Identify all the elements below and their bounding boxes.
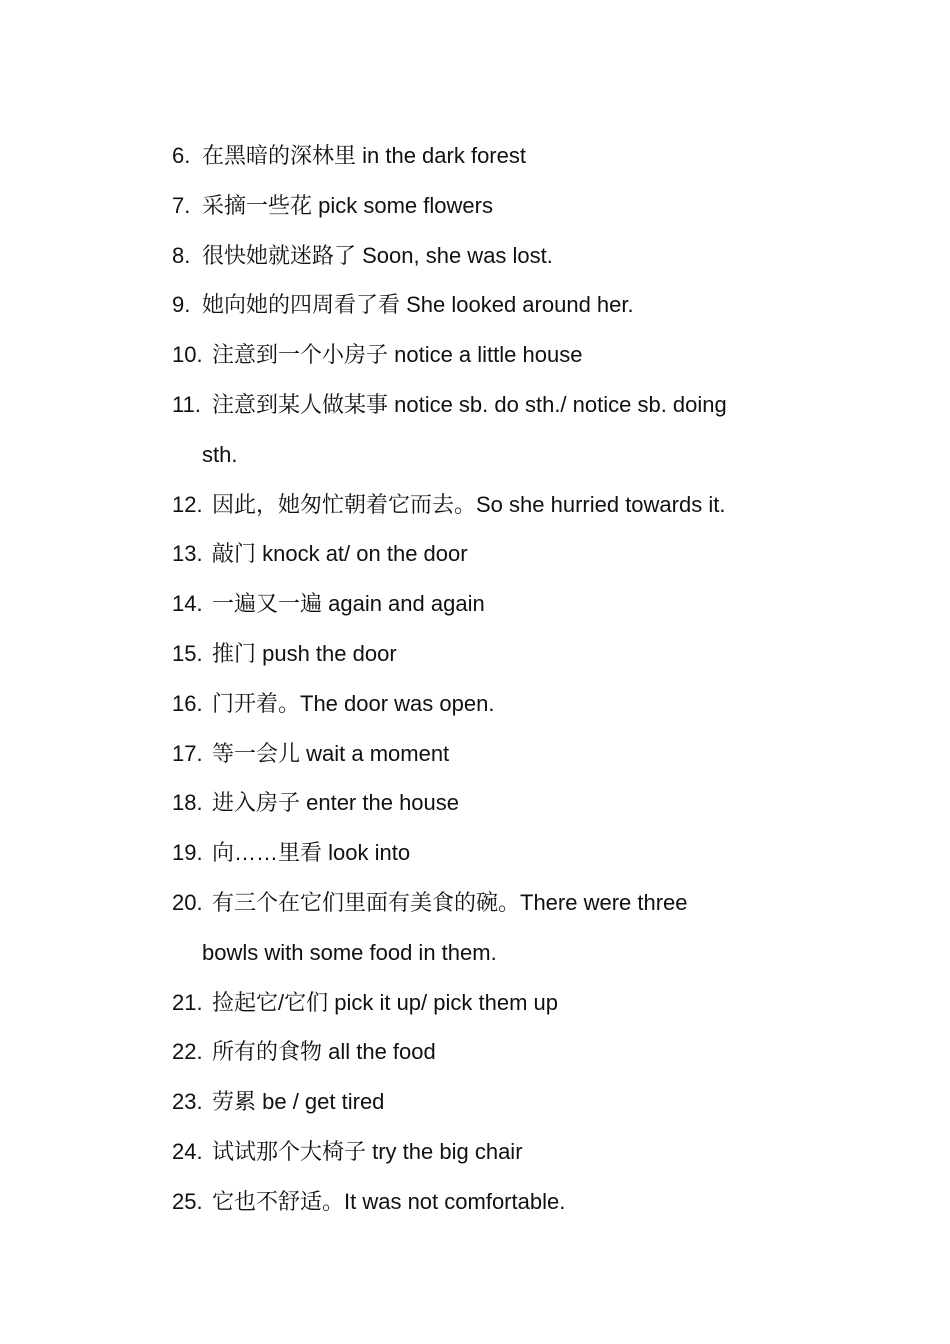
item-number: 12. [172, 491, 203, 517]
list-item [172, 1027, 792, 1077]
item-text: 向……里看 look into [212, 840, 411, 866]
list-item [172, 181, 792, 231]
item-number: 14. [172, 591, 203, 617]
item-number: 11. [172, 391, 201, 417]
list-item-continuation: bowls with some food in them. [202, 939, 497, 965]
list-item [172, 579, 792, 629]
item-text: 所有的食物 all the food [212, 1039, 436, 1065]
item-text: 等一会儿 wait a moment [212, 740, 450, 766]
item-number: 18. [172, 790, 203, 816]
list-item [172, 231, 792, 281]
list-item [172, 1177, 792, 1227]
item-text: 有三个在它们里面有美食的碗。There were three [212, 889, 688, 915]
item-text: 一遍又一遍 again and again [212, 591, 485, 617]
item-number: 21. [172, 989, 203, 1015]
list-item-continuation: sth. [202, 441, 238, 467]
list-item [172, 380, 792, 430]
phrase-list [172, 131, 792, 1227]
list-item [172, 629, 792, 679]
item-text: 门开着。The door was open. [212, 690, 495, 716]
item-number: 22. [172, 1039, 203, 1065]
item-text: 因此，她匆忙朝着它而去。So she hurried towards it. [212, 491, 726, 517]
list-item [172, 1127, 792, 1177]
item-number: 15. [172, 640, 203, 666]
item-text: 试试那个大椅子 try the big chair [212, 1138, 523, 1164]
list-item [172, 330, 792, 380]
list-item [172, 828, 792, 878]
item-text: 采摘一些花 pick some flowers [202, 192, 493, 218]
item-text: 她向她的四周看了看 She looked around her. [202, 292, 634, 318]
item-number: 19. [172, 840, 203, 866]
item-text: 注意到某人做某事 notice sb. do sth./ notice sb. doing [212, 391, 727, 417]
item-text: 推门 push the door [212, 640, 397, 666]
item-number: 10. [172, 342, 203, 368]
item-text: 在黑暗的深林里 in the dark forest [202, 143, 526, 168]
item-number: 24. [172, 1138, 203, 1164]
list-item [172, 978, 792, 1028]
item-number: 9. [172, 292, 191, 318]
item-number: 25. [172, 1188, 203, 1214]
list-item [172, 679, 792, 729]
list-item [172, 529, 792, 579]
item-number: 23. [172, 1089, 203, 1115]
item-text: 敲门 knock at/ on the door [212, 541, 468, 567]
item-number: 20. [172, 889, 203, 915]
item-text: 劳累 be / get tired [212, 1089, 385, 1115]
item-number: 8. [172, 242, 191, 268]
item-text: 它也不舒适。It was not comfortable. [212, 1188, 566, 1214]
list-item [172, 778, 792, 828]
item-number: 7. [172, 192, 191, 218]
item-number: 17. [172, 740, 203, 766]
list-item [172, 729, 792, 779]
list-item [172, 878, 792, 928]
item-text: 进入房子 enter the house [212, 790, 460, 816]
item-number: 6. [172, 143, 191, 168]
item-text: 很快她就迷路了 Soon, she was lost. [202, 242, 553, 268]
list-item [172, 280, 792, 330]
list-item [172, 480, 792, 530]
item-number: 13. [172, 541, 203, 567]
list-item [172, 1077, 792, 1127]
item-number: 16. [172, 690, 203, 716]
item-text: 捡起它/它们 pick it up/ pick them up [212, 989, 558, 1015]
item-text: 注意到一个小房子 notice a little house [212, 342, 583, 368]
list-item [172, 131, 792, 181]
